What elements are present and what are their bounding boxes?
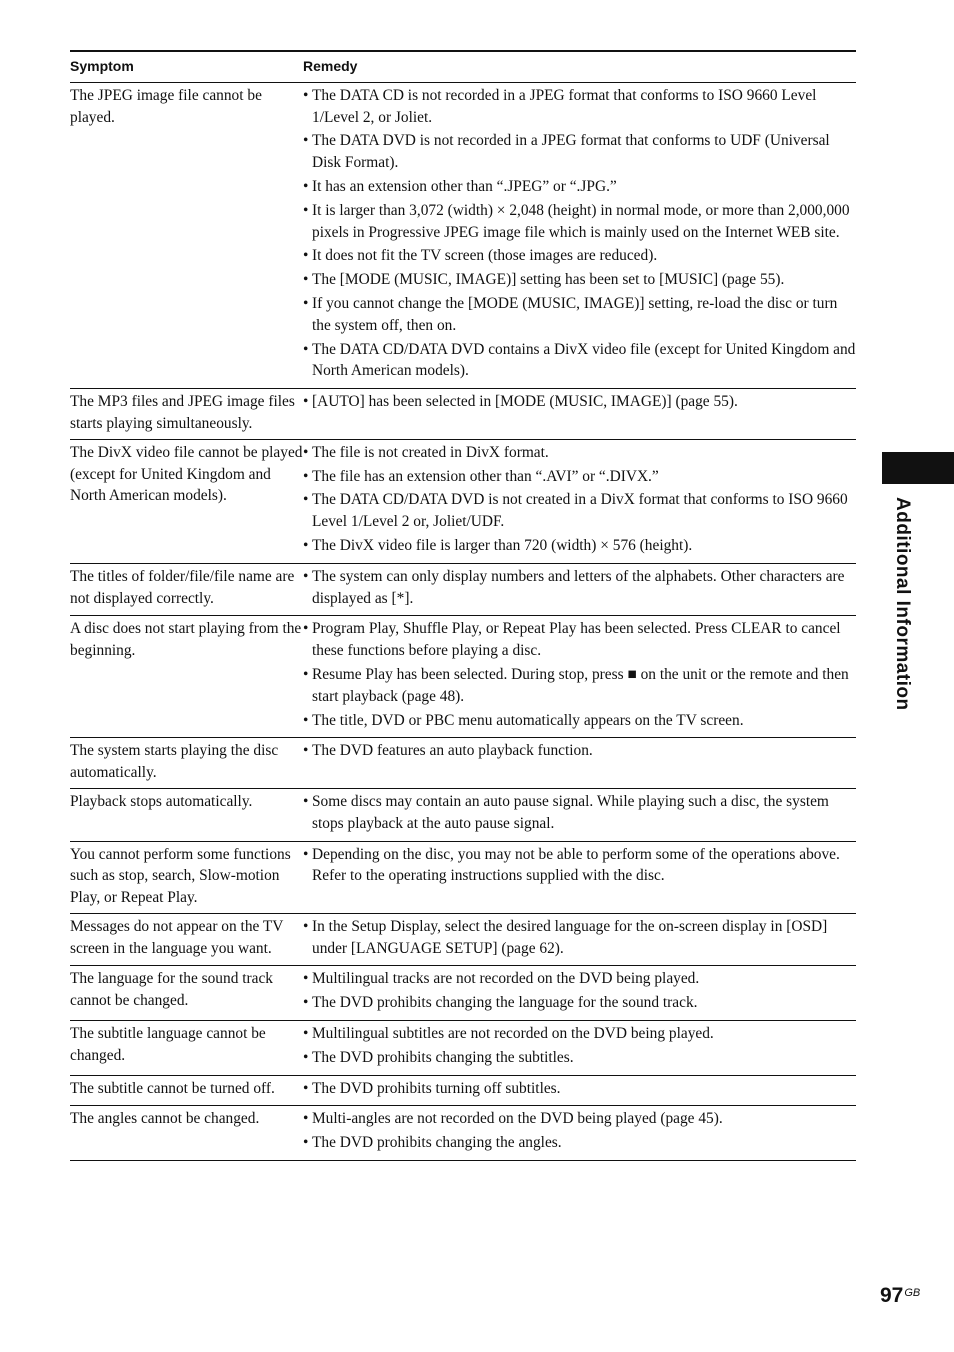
remedy-list xyxy=(303,391,856,413)
remedy-list xyxy=(303,442,856,557)
remedy-item: • The DVD prohibits turning off subtitles. xyxy=(303,1078,856,1100)
remedy-cell xyxy=(303,1075,856,1106)
remedy-item: • It does not fit the TV screen (those images are reduced). xyxy=(303,245,856,267)
remedy-item: • Program Play, Shuffle Play, or Repeat Play has been selected. Press CLEAR to cancel these functions before playing a disc. xyxy=(303,618,856,662)
remedy-item: • It is larger than 3,072 (width) × 2,048 (height) in normal mode, or more than 2,000,000 pixels in Progressive JPEG image file which is mainly used on the Internet WEB site. xyxy=(303,200,856,244)
remedy-item: • Multilingual tracks are not recorded on the DVD being played. xyxy=(303,968,856,990)
remedy-item: • The DATA CD is not recorded in a JPEG format that conforms to ISO 9660 Level 1/Level 2, or Joliet. xyxy=(303,85,856,129)
remedy-item: • Multi-angles are not recorded on the DVD being played (page 45). xyxy=(303,1108,856,1130)
symptom-cell: The angles cannot be changed. xyxy=(70,1106,303,1161)
remedy-item: • The DVD prohibits changing the subtitles. xyxy=(303,1047,856,1069)
remedy-item: • Resume Play has been selected. During stop, press ■ on the unit or the remote and then start playback (page 48). xyxy=(303,664,856,708)
table-header xyxy=(70,51,856,82)
symptom-cell: The titles of folder/file/file name are not displayed correctly. xyxy=(70,563,303,616)
symptom-cell: Messages do not appear on the TV screen in the language you want. xyxy=(70,913,303,966)
remedy-item: • The DATA CD/DATA DVD contains a DivX video file (except for United Kingdom and North American models). xyxy=(303,339,856,383)
remedy-list xyxy=(303,844,856,888)
symptom-cell: A disc does not start playing from the beginning. xyxy=(70,616,303,738)
remedy-item: • The DATA CD/DATA DVD is not created in a DivX format that conforms to ISO 9660 Level 1/Level 2 or, Joliet/UDF. xyxy=(303,489,856,533)
remedy-list xyxy=(303,618,856,731)
remedy-item: • The DVD prohibits changing the angles. xyxy=(303,1132,856,1154)
table-row xyxy=(70,913,856,966)
remedy-item: • The system can only display numbers and letters of the alphabets. Other characters are displayed as [*]. xyxy=(303,566,856,610)
symptom-column-header: Symptom xyxy=(70,51,303,82)
remedy-cell xyxy=(303,1021,856,1076)
table-row xyxy=(70,1021,856,1076)
remedy-item: • The DVD features an auto playback function. xyxy=(303,740,856,762)
remedy-item: • The DivX video file is larger than 720 (width) × 576 (height). xyxy=(303,535,856,557)
symptom-cell: The MP3 files and JPEG image files starts playing simultaneously. xyxy=(70,389,303,440)
symptom-cell: The language for the sound track cannot be changed. xyxy=(70,966,303,1021)
remedy-item: • The title, DVD or PBC menu automatically appears on the TV screen. xyxy=(303,710,856,732)
remedy-item: • The file is not created in DivX format. xyxy=(303,442,856,464)
remedy-cell xyxy=(303,1106,856,1161)
symptom-cell: Playback stops automatically. xyxy=(70,788,303,841)
remedy-cell xyxy=(303,616,856,738)
symptom-cell: The subtitle language cannot be changed. xyxy=(70,1021,303,1076)
remedy-item: • Depending on the disc, you may not be able to perform some of the operations above. Refer to the operating instructions supplied with the disc. xyxy=(303,844,856,888)
remedy-list xyxy=(303,566,856,610)
table-row xyxy=(70,1075,856,1106)
remedy-cell xyxy=(303,738,856,789)
remedy-item: • In the Setup Display, select the desired language for the on-screen display in [OSD] under [LANGUAGE SETUP] (page 62). xyxy=(303,916,856,960)
section-tab-marker xyxy=(882,452,954,484)
remedy-cell xyxy=(303,563,856,616)
remedy-item: • [AUTO] has been selected in [MODE (MUSIC, IMAGE)] (page 55). xyxy=(303,391,856,413)
table-row xyxy=(70,1106,856,1161)
page-number-suffix: GB xyxy=(904,1286,921,1299)
remedy-cell xyxy=(303,82,856,388)
remedy-list xyxy=(303,1108,856,1154)
remedy-item: • Some discs may contain an auto pause signal. While playing such a disc, the system stops playback at the auto pause signal. xyxy=(303,791,856,835)
table-row xyxy=(70,616,856,738)
symptom-cell: You cannot perform some functions such as stop, search, Slow-motion Play, or Repeat Play. xyxy=(70,841,303,913)
table-row xyxy=(70,738,856,789)
remedy-item: • The file has an extension other than “.AVI” or “.DIVX.” xyxy=(303,466,856,488)
page-number-value: 97 xyxy=(880,1284,904,1307)
remedy-cell xyxy=(303,913,856,966)
remedy-list xyxy=(303,740,856,762)
remedy-cell xyxy=(303,389,856,440)
symptom-cell: The system starts playing the disc automatically. xyxy=(70,738,303,789)
remedy-cell xyxy=(303,788,856,841)
remedy-list xyxy=(303,916,856,960)
remedy-cell xyxy=(303,966,856,1021)
table-row xyxy=(70,966,856,1021)
section-tab-label: Additional Information xyxy=(892,497,913,711)
remedy-list xyxy=(303,85,856,382)
table-row xyxy=(70,439,856,563)
remedy-column-header: Remedy xyxy=(303,51,856,82)
remedy-list xyxy=(303,791,856,835)
remedy-item: • It has an extension other than “.JPEG” or “.JPG.” xyxy=(303,176,856,198)
table-row xyxy=(70,389,856,440)
remedy-item: • The DVD prohibits changing the language for the sound track. xyxy=(303,992,856,1014)
remedy-item: • The DATA DVD is not recorded in a JPEG format that conforms to UDF (Universal Disk Format). xyxy=(303,130,856,174)
page-number xyxy=(880,1284,920,1308)
remedy-item: • Multilingual subtitles are not recorded on the DVD being played. xyxy=(303,1023,856,1045)
table-row xyxy=(70,788,856,841)
troubleshooting-table xyxy=(70,50,856,1161)
table-row xyxy=(70,82,856,388)
table-row xyxy=(70,563,856,616)
table-body xyxy=(70,82,856,1160)
symptom-cell: The JPEG image file cannot be played. xyxy=(70,82,303,388)
remedy-list xyxy=(303,1078,856,1100)
remedy-item: • If you cannot change the [MODE (MUSIC, IMAGE)] setting, re-load the disc or turn the system off, then on. xyxy=(303,293,856,337)
remedy-list xyxy=(303,968,856,1014)
symptom-cell: The DivX video file cannot be played (except for United Kingdom and North American models). xyxy=(70,439,303,563)
remedy-cell xyxy=(303,841,856,913)
remedy-cell xyxy=(303,439,856,563)
table-row xyxy=(70,841,856,913)
remedy-list xyxy=(303,1023,856,1069)
remedy-item: • The [MODE (MUSIC, IMAGE)] setting has been set to [MUSIC] (page 55). xyxy=(303,269,856,291)
symptom-cell: The subtitle cannot be turned off. xyxy=(70,1075,303,1106)
